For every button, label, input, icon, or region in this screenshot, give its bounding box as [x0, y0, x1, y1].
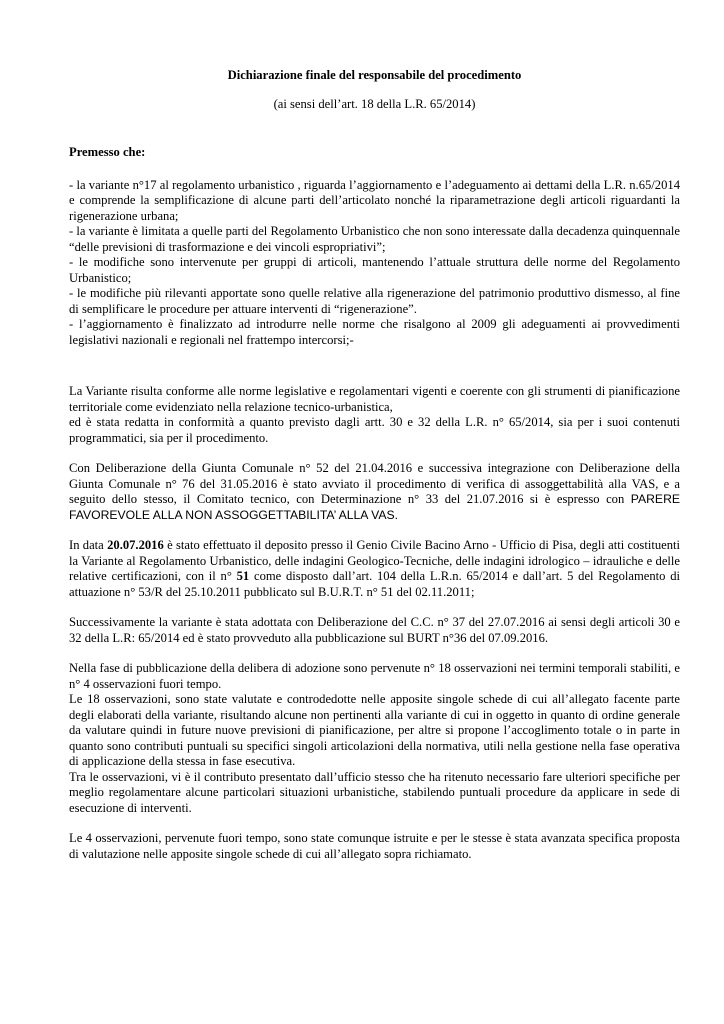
paragraph-text: è stato effettuato il deposito presso il Genio Civile Bacino Arno - Ufficio di Pisa, degli atti costituenti la Variante al Regolamento Urbanistico, delle indagini Geologico-Tecniche, delle indagini idrologico – idrauliche e delle relative certificazioni, con il n° [69, 538, 681, 583]
premesso-item: - la variante n°17 al regolamento urbanistico , riguarda l’aggiornamento e l’adeguamento ai dettami della L.R. n.65/2014 e comprende la semplificazione di alcune parti dell’articolato nonché la riparametrazione degli articoli riguardanti la rigenerazione urbana; [69, 177, 680, 223]
premesso-item: - l’aggiornamento è finalizzato ad introdurre nelle norme che risalgono al 2009 gli adeguamenti ai provvedimenti legislativi nazionali e regionali nel frattempo intercorsi;- [69, 317, 680, 347]
premesso-list [69, 178, 680, 349]
premesso-item: - le modifiche sono intervenute per gruppi di articoli, mantenendo l’attuale struttura delle norme del Regolamento Urbanistico; [69, 255, 680, 285]
premesso-item: - la variante è limitata a quelle parti del Regolamento Urbanistico che non sono interessate dalla decadenza quinquennale “delle previsioni di trasformazione e dei vincoli espropriativi”; [69, 224, 680, 254]
paragraph-osservazioni [69, 661, 680, 816]
paragraph-deposito [69, 538, 680, 600]
paragraph-fuori-tempo: Le 4 osservazioni, pervenute fuori tempo, sono state comunque istruite e per le stesse è stata avanzata specifica proposta di valutazione nelle apposite singole schede di cui all’allegato sopra richiamato. [69, 831, 680, 861]
paragraph-adozione: Successivamente la variante è stata adottata con Deliberazione del C.C. n° 37 del 27.07.2016 ai sensi degli articoli 30 e 32 della L.R: 65/2014 ed è stato provveduto alla pubblicazione sul BURT n°36 del 07.09.2016. [69, 615, 680, 645]
paragraph-line: Le 18 osservazioni, sono state valutate e controdedotte nelle apposite singole schede di cui all’allegato facente parte degli elaborati della variante, risultando alcune non pertinenti alla variante di cui in oggetto in quanto di ordine generale da valutare quindi in future nuove previsioni di pianificazione, per altre si propone l’accoglimento totale o in parte in quanto sono contributi puntuali su specifici singoli articolazioni della normativa, utili nella gestione nella fase operativa di applicazione della stessa in fase esecutiva. [69, 692, 680, 768]
paragraph-text: come disposto dall’art. 104 della L.R.n. 65/2014 e dall’art. 5 del Regolamento di attuazione n° 53/R del 25.10.2011 pubblicato sul B.U.R.T. n° 51 del 02.11.2011; [69, 569, 681, 599]
paragraph-vas [69, 461, 680, 523]
paragraph-line: ed è stata redatta in conformità a quanto previsto dagli artt. 30 e 32 della L.R. n° 65/2014, sia per i suoi contenuti programmatici, sia per il procedimento. [69, 415, 680, 445]
document-subtitle: (ai sensi dell’art. 18 della L.R. 65/2014) [273, 96, 476, 111]
paragraph-text: Con Deliberazione della Giunta Comunale n° 52 del 21.04.2016 e successiva integrazione con Deliberazione della Giunta Comunale n° 76 del 31.05.2016 è stato avviato il procedimento di verifica di assoggettabilità alla VAS, e a seguito dello stesso, il Comitato tecnico, con Determinazione n° 33 del 21.07.2016 si è espresso con [69, 461, 680, 506]
paragraph-conformita [69, 384, 680, 446]
paragraph-line: La Variante risulta conforme alle norme legislative e regolamentari vigenti e coerente con gli strumenti di pianificazione territoriale come evidenziato nella relazione tecnico-urbanistica, [69, 384, 680, 414]
deposito-number: 51 [236, 569, 250, 583]
paragraph-line: Nella fase di pubblicazione della delibera di adozione sono pervenute n° 18 osservazioni nei termini temporali stabiliti, e n° 4 osservazioni fuori tempo. [69, 661, 680, 691]
deposito-date: 20.07.2016 [107, 538, 164, 552]
premesso-heading: Premesso che: [69, 145, 146, 159]
paragraph-line: Tra le osservazioni, vi è il contributo presentato dall’ufficio stesso che ha ritenuto necessario fare ulteriori specifiche per meglio regolamentare alcune particolari situazioni urbanistiche, stabilendo puntuali procedure da applicare in sede di esecuzione di interventi. [69, 769, 680, 815]
premesso-item: - le modifiche più rilevanti apportate sono quelle relative alla rigenerazione del patrimonio produttivo dismesso, al fine di semplificare le procedure per attuare interventi di “rigenerazione”. [69, 286, 680, 316]
document-title: Dichiarazione finale del responsabile del procedimento [227, 68, 522, 82]
parere-text: PARERE FAVOREVOLE ALLA NON ASSOGGETTABILITA’ ALLA VAS. [69, 492, 680, 522]
paragraph-text: In data [69, 538, 108, 552]
